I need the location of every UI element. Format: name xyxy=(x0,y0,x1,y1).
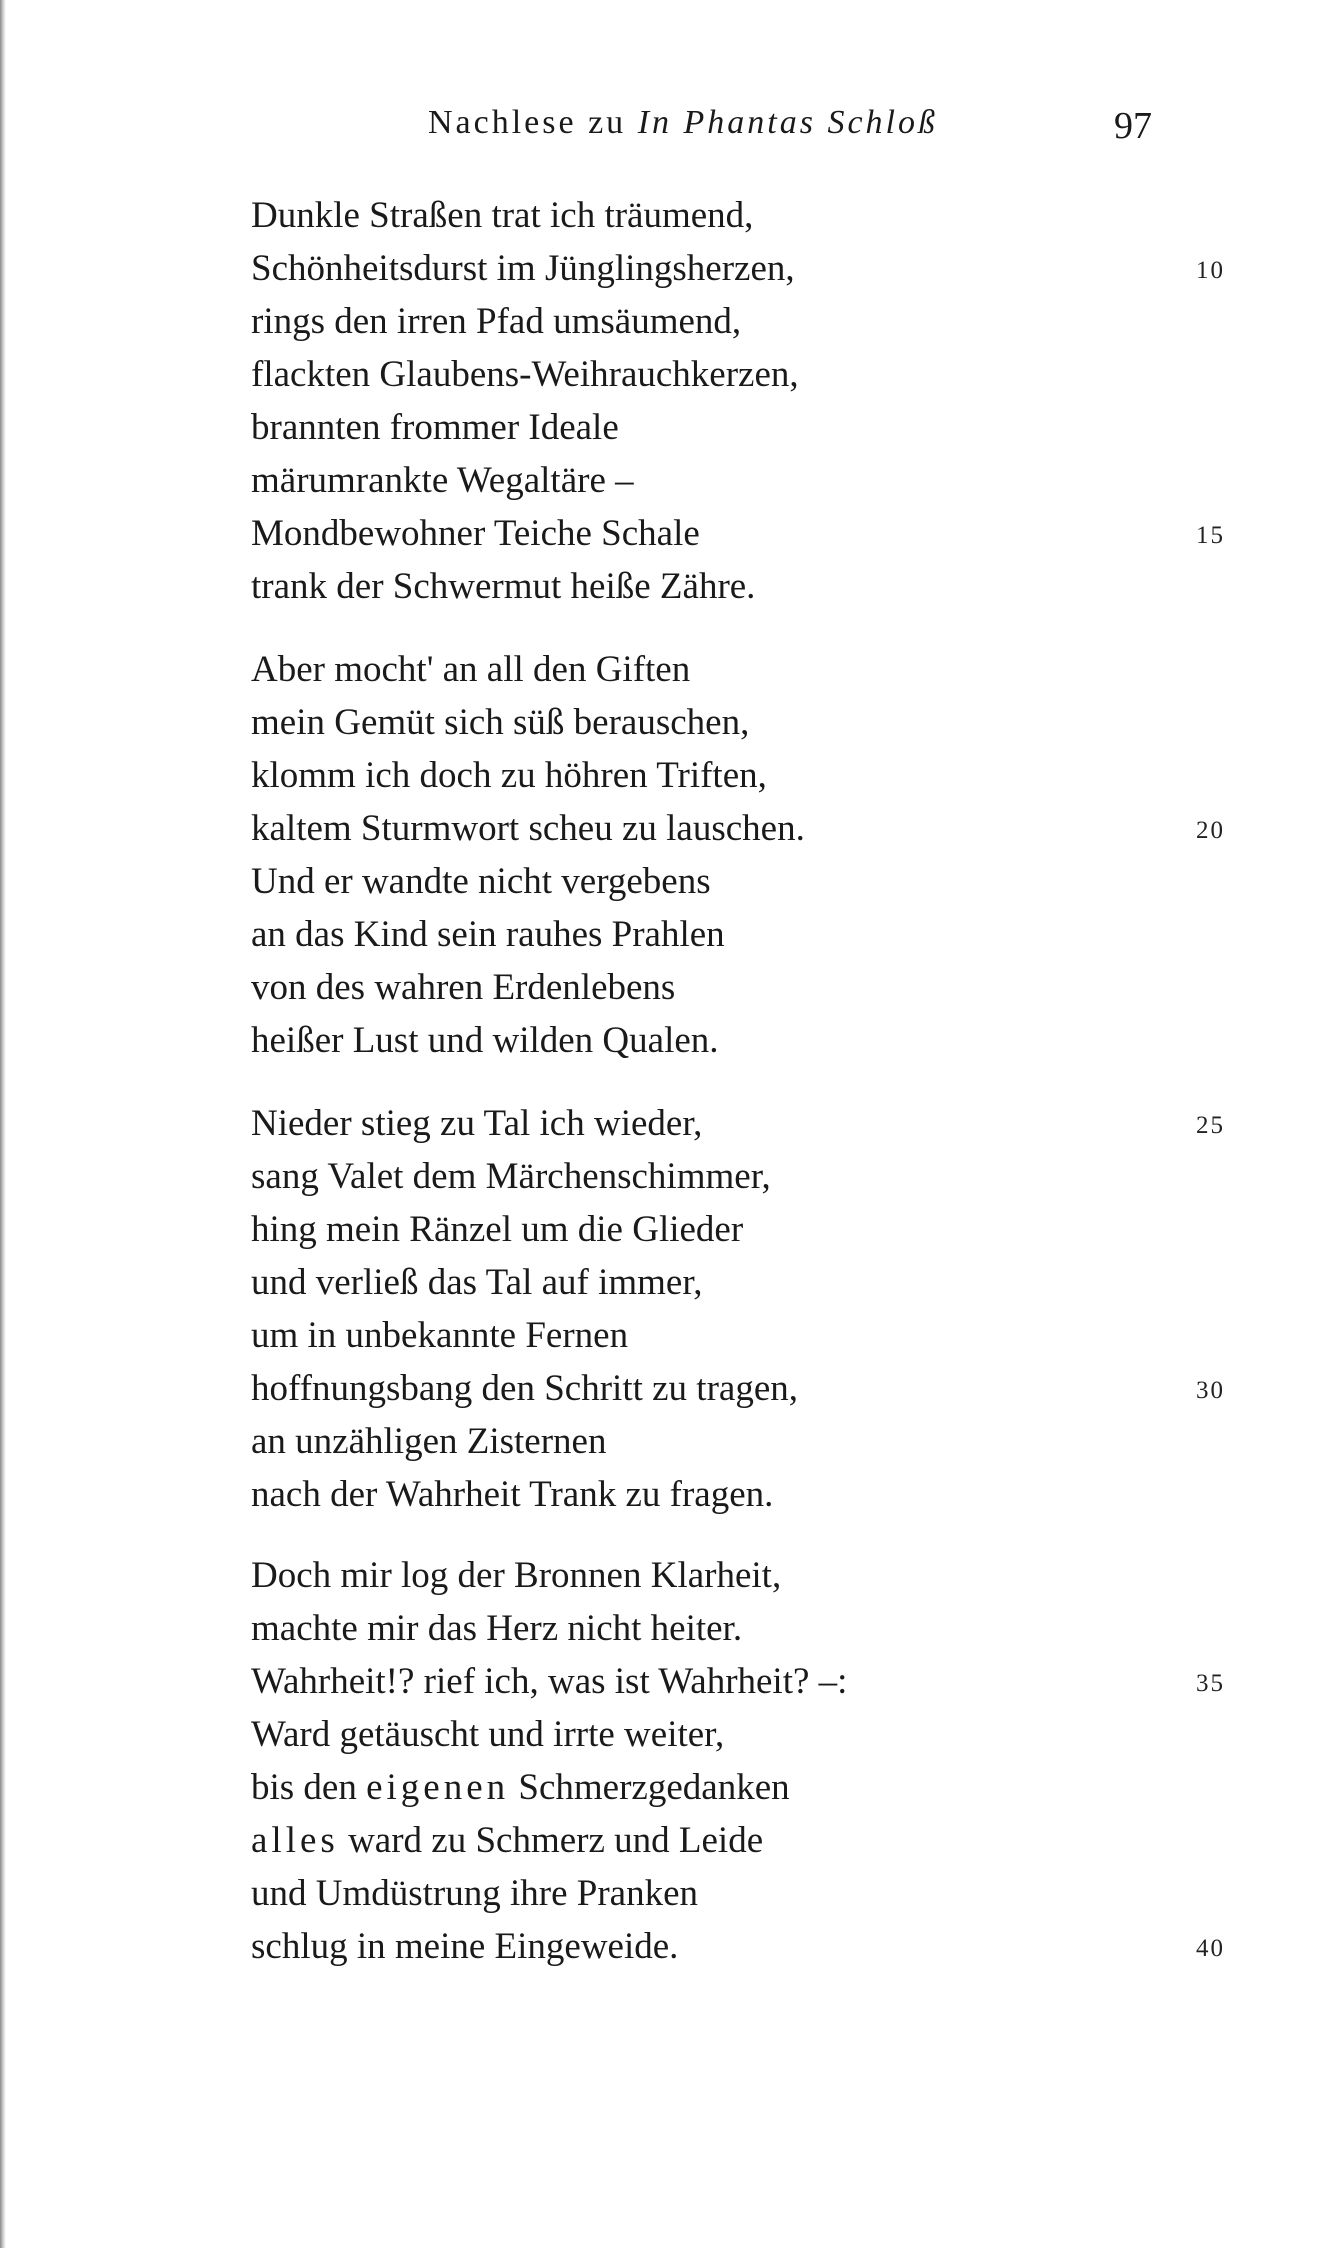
verse-line xyxy=(251,643,1231,696)
verse-line xyxy=(251,348,1231,401)
verse-line xyxy=(251,1150,1231,1203)
verse-text: an das Kind sein rauhes Prahlen xyxy=(251,914,725,955)
verse-text: Dunkle Straßen trat ich träumend, xyxy=(251,195,754,236)
verse-text: Ward getäuscht und irrte weiter, xyxy=(251,1714,725,1755)
verse-text: nach der Wahrheit Trank zu fragen. xyxy=(251,1474,774,1515)
verse-text: schlug in meine Eingeweide. xyxy=(251,1926,679,1967)
verse-line xyxy=(251,1203,1231,1256)
verse-line xyxy=(251,1920,1231,1973)
verse-line xyxy=(251,1309,1231,1362)
verse-text: und verließ das Tal auf immer, xyxy=(251,1262,703,1303)
page-number: 97 xyxy=(1114,105,1152,147)
verse-line xyxy=(251,1362,1231,1415)
verse-line xyxy=(251,189,1231,242)
verse-text: sang Valet dem Märchenschimmer, xyxy=(251,1156,771,1197)
verse-line xyxy=(251,242,1231,295)
verse-line xyxy=(251,1708,1231,1761)
verse-text: heißer Lust und wilden Qualen. xyxy=(251,1020,719,1061)
verse-text: Wahrheit!? rief ich, was ist Wahrheit? –: xyxy=(251,1661,848,1702)
verse-text: und Umdüstrung ihre Pranken xyxy=(251,1873,699,1914)
verse-line xyxy=(251,696,1231,749)
verse-line xyxy=(251,802,1231,855)
spine-edge xyxy=(0,0,6,2248)
verse-text: Und er wandte nicht vergebens xyxy=(251,861,711,902)
verse-text: hoffnungsbang den Schritt zu tragen, xyxy=(251,1368,798,1409)
verse-text: Doch mir log der Bronnen Klarheit, xyxy=(251,1555,782,1596)
verse-line xyxy=(251,1549,1231,1602)
running-head-prefix: Nachlese zu xyxy=(428,104,627,141)
verse-line xyxy=(251,1468,1231,1521)
stanza xyxy=(251,1097,1231,1521)
verse-line xyxy=(251,401,1231,454)
verse-line xyxy=(251,855,1231,908)
verse-line xyxy=(251,749,1231,802)
verse-text: Nieder stieg zu Tal ich wieder, xyxy=(251,1103,703,1144)
verse-line xyxy=(251,295,1231,348)
verse-line xyxy=(251,560,1231,613)
line-number: 15 xyxy=(1196,522,1225,549)
stanza xyxy=(251,643,1231,1067)
verse-line xyxy=(251,908,1231,961)
line-number: 30 xyxy=(1196,1377,1225,1404)
line-number: 40 xyxy=(1196,1935,1225,1962)
verse-text: an unzähligen Zisternen xyxy=(251,1421,607,1462)
verse-line xyxy=(251,1014,1231,1067)
line-number: 10 xyxy=(1196,257,1225,284)
verse-line xyxy=(251,1814,1231,1867)
verse-line xyxy=(251,1415,1231,1468)
line-number: 35 xyxy=(1196,1670,1225,1697)
verse-text: machte mir das Herz nicht heiter. xyxy=(251,1608,743,1649)
running-head-title: In Phantas Schloß xyxy=(637,104,938,141)
stanza xyxy=(251,189,1231,613)
verse-text: um in unbekannte Fernen xyxy=(251,1315,629,1356)
verse-text: Aber mocht' an all den Giften xyxy=(251,649,691,690)
verse-line xyxy=(251,1097,1231,1150)
verse-emphasis: eigenen xyxy=(366,1767,510,1808)
verse-line xyxy=(251,454,1231,507)
verse-text: mein Gemüt sich süß berauschen, xyxy=(251,702,750,743)
verse-text: klomm ich doch zu höhren Triften, xyxy=(251,755,767,796)
verse-line xyxy=(251,1867,1231,1920)
verse-line xyxy=(251,1602,1231,1655)
verse-line xyxy=(251,1655,1231,1708)
verse-line xyxy=(251,961,1231,1014)
verse-text: brannten frommer Ideale xyxy=(251,407,619,448)
verse-text: von des wahren Erdenlebens xyxy=(251,967,676,1008)
line-number: 20 xyxy=(1196,817,1225,844)
verse-text: trank der Schwermut heiße Zähre. xyxy=(251,566,756,607)
verse-text: hing mein Ränzel um die Glieder xyxy=(251,1209,744,1250)
verse-text: rings den irren Pfad umsäumend, xyxy=(251,301,742,342)
stanza xyxy=(251,1549,1231,1973)
running-head xyxy=(428,104,938,142)
verse-line xyxy=(251,1761,1231,1814)
verse-text: flackten Glaubens-Weihrauchkerzen, xyxy=(251,354,799,395)
verse-text: Mondbewohner Teiche Schale xyxy=(251,513,700,554)
verse-post: Schmerzgedanken xyxy=(509,1767,790,1808)
verse-line xyxy=(251,507,1231,560)
verse-pre: bis den xyxy=(251,1767,367,1808)
verse-emphasis: alles xyxy=(251,1820,339,1861)
verse-text: Schönheitsdurst im Jünglingsherzen, xyxy=(251,248,795,289)
verse-text: kaltem Sturmwort scheu zu lauschen. xyxy=(251,808,805,849)
verse-post: ward zu Schmerz und Leide xyxy=(338,1820,764,1861)
verse-line xyxy=(251,1256,1231,1309)
line-number: 25 xyxy=(1196,1112,1225,1139)
verse-text: märumrankte Wegaltäre – xyxy=(251,460,634,501)
